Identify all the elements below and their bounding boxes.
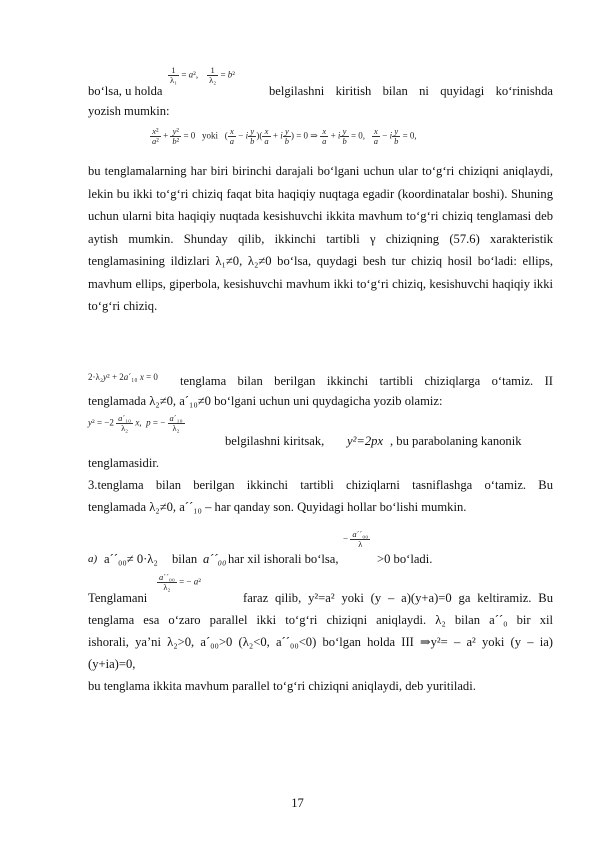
text-line: tenglama esa o‘zaro parallel ikki to‘g‘ri chiziqni aniqlaydi. λ₂ bilan a´´₀ bir xil	[88, 613, 553, 627]
formula-image: − $\frac{\text{a´´₀₀}}{\lambda}$	[343, 529, 369, 549]
text-line: a´´₀₀	[203, 552, 227, 566]
text-line: tenglamada λ₂≠0, a´₁₀≠0 bo‘lgani uchun uni quydagicha yozib olamiz:	[88, 394, 443, 408]
text-line: a´´₀₀≠ 0·λ₂	[104, 552, 158, 566]
text-line: Tenglamani	[88, 591, 148, 605]
text-line: ishorali, ya’ni λ₂>0, a´₀₀>0 (λ₂<0, a´´₀₀<0) bo‘lgan holda III ⇒y²= – a² yoki (y – ia)	[88, 635, 553, 649]
text-line: 3.tenglama bilan berilgan ikkinchi tartibli chiziqlarni tasniflashga o‘tamiz. Bu	[88, 478, 553, 492]
text-line: faraz qilib, y²=a² yoki (y – a)(y+a)=0 ga keltiramiz. Bu	[243, 591, 553, 605]
text-line: har xil ishorali bo‘lsa,	[228, 552, 339, 566]
formula-image: $\frac{1}{\text{λ₁}}$ = a², $\frac{1}{\text{λ₂}}$ = b²	[170, 65, 235, 85]
text-line: a)	[88, 553, 98, 565]
formula-image: 2·λ₂y² + 2a´₁₀ x = 0	[88, 372, 158, 382]
formula-image: $\frac{\text{x²}}{\text{a²}}$ + $\frac{\text{y²}}{\text{b²}}$ = 0 yoki ( $\frac{x}{a}$ − i $\frac{y}{b}$ )( $\frac{x}{a}$ + i $\frac{y}{b}$ ) = 0 ⇒ $\frac{x}{a}$ + i $\frac{y}{b}$ = 0, $\frac{x}{a}$ − i $\frac{y}{b}$ = 0,	[152, 126, 417, 146]
text-line: tenglamasidir.	[88, 456, 159, 470]
text-line: (y+ia)=0,	[88, 657, 136, 671]
text-line: bo‘lsa, u holda	[88, 84, 163, 98]
text-line: belgilashni kiritsak,	[225, 434, 325, 448]
page-number: 17	[291, 796, 304, 810]
text-line: yozish mumkin:	[88, 104, 170, 118]
text-line: >0 bo‘ladi.	[377, 552, 433, 566]
text-line: y²=2px	[347, 434, 384, 448]
text-line: tenglama bilan berilgan ikkinchi tartibli chiziqlarga o‘tamiz. II	[180, 374, 553, 388]
formula-image: y² = −2 $\frac{\text{a´₁₀}}{\text{λ₂}}$ x, p = − $\frac{\text{a´₁₀}}{\text{λ₂}}$	[88, 413, 183, 433]
text-line: tenglamada λ₂≠0, a´´₁₀ – har qanday son. Quyidagi hollar bo‘lishi mumkin.	[88, 500, 467, 514]
formula-image: $\frac{\text{a´´₀₀}}{\text{λ₂}}$ = − a²	[159, 572, 201, 592]
text-line: bu tenglama ikkita mavhum parallel to‘g‘ri chiziqni aniqlaydi, deb yuritiladi.	[88, 679, 476, 693]
text-line: , bu parabolaning kanonik	[390, 434, 522, 448]
text-line: belgilashni kiritish bilan ni quyidagi ko‘rinishda	[269, 84, 553, 98]
paragraph: bu tenglamalarning har biri birinchi darajali bo‘lgani uchun ular to‘g‘ri chiziqni aniqlaydi, lekin bu ikki to‘g‘ri chiziq faqat bita haqiqiy nuqtaga egadir (koordinatalar boshi). Shuning uchun ularni bita haqiqiy nuqtada kesishuvchi ikkita mavhum to‘g‘ri chiziq tenglamasi deb aytish mumkin. Shunday qilib, ikkinchi tartibli γ chiziqning (57.6) xarakteristik tenglamasining ildizlari λ₁≠0, λ₂≠0 bo‘lsa, quydagi besh tur chiziq hosil bo‘ladi: ellips, mavhum ellips, giperbola, kesishuvchi mavhum ikki to‘g‘ri chiziq, kesishuvchi haqiqiy ikki to‘g‘ri chiziq.	[88, 164, 553, 313]
text-line: bilan	[172, 552, 198, 566]
